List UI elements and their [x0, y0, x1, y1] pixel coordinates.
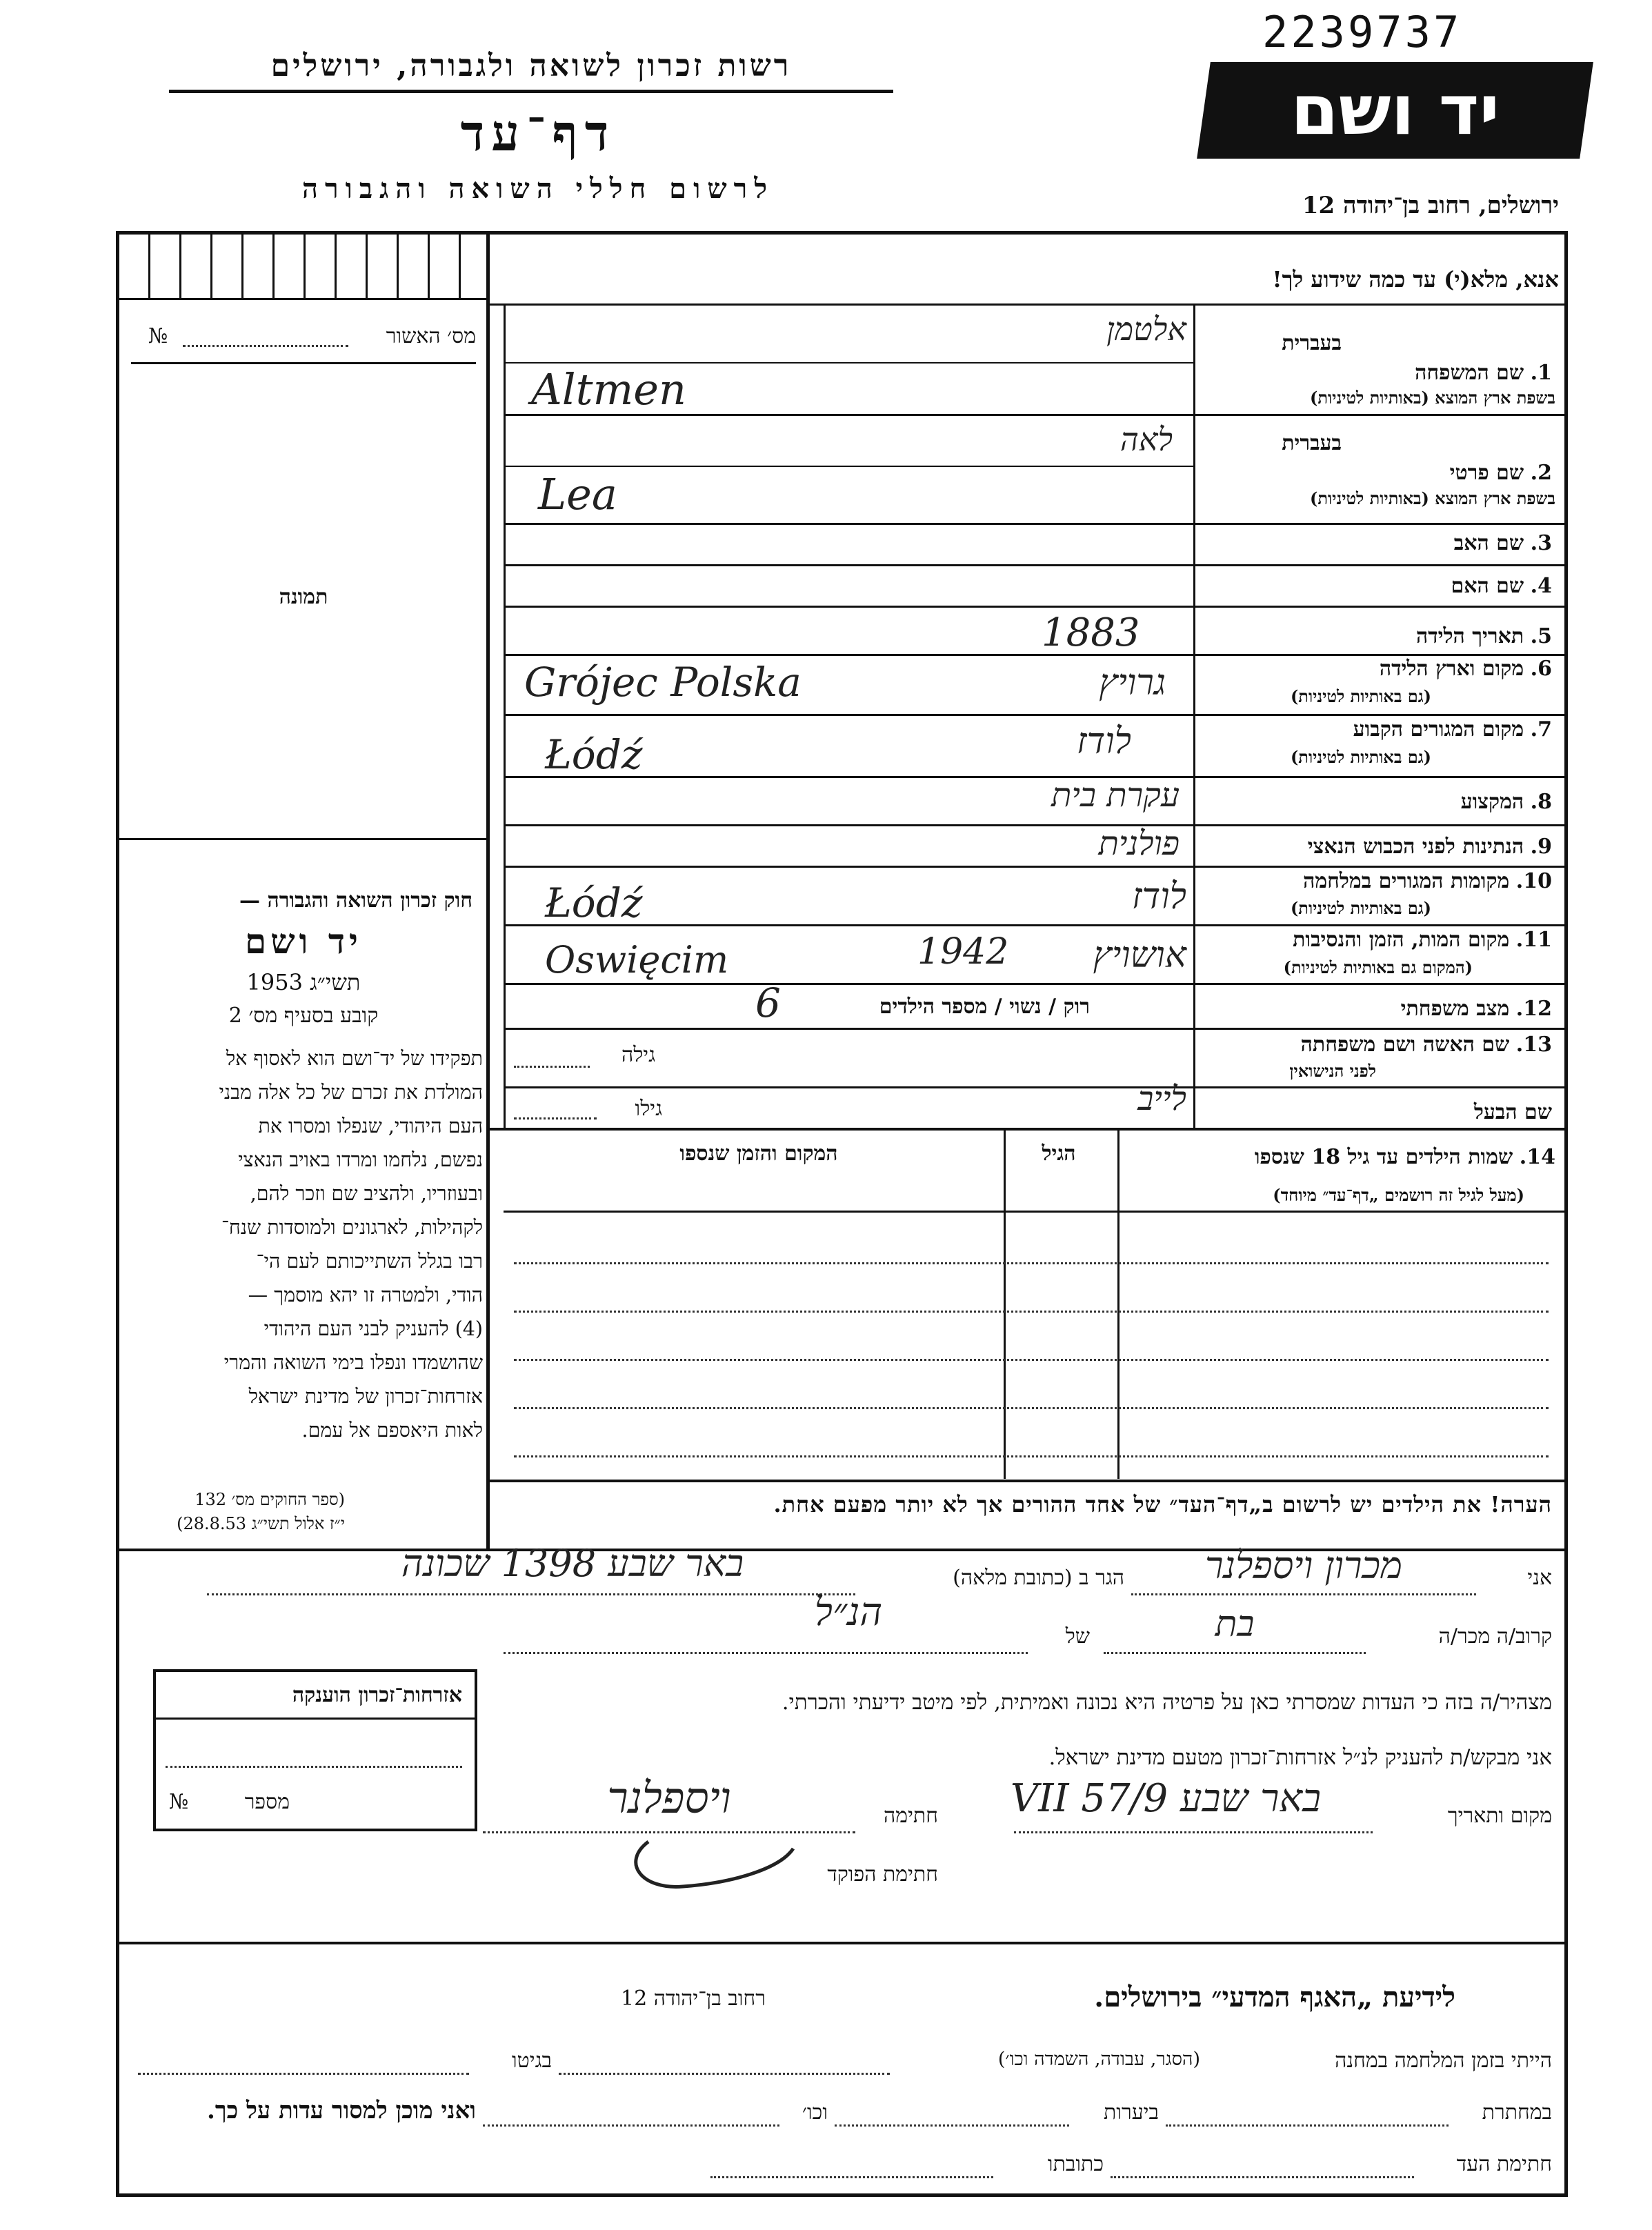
field-13-sub: לפני הנישואין: [1289, 1061, 1376, 1081]
law-line: אזרחות־זכרון של מדינת ישראל: [248, 1385, 483, 1408]
header-address: ירושלים, רחוב בן־יהודה 12: [1302, 192, 1559, 219]
field-8-value: עקרת בית: [1051, 776, 1180, 815]
law-line: לאות היאספם אל עמם.: [301, 1419, 483, 1442]
bottom-line2-c: וכו׳: [802, 2100, 828, 2124]
law-clause: קובע בסעיף מס׳ 2: [228, 1004, 379, 1028]
law-line: המולדת את זכרם של כל אלה מבני: [219, 1081, 483, 1104]
institution-line: רשות זכרון לשואה ולגבורה, ירושלים: [270, 48, 792, 83]
bottom-line1-a: הייתי בזמן המלחמה במחנה: [1335, 2049, 1552, 2073]
archive-number: 2239737: [1262, 7, 1462, 57]
field-2-value-hebrew: לאה: [1119, 421, 1173, 458]
bottom-address: רחוב בן־יהודה 12: [621, 1987, 766, 2011]
place-date-label: מקום ותאריך: [1447, 1804, 1552, 1828]
field-1-lang-hint: בעברית: [1282, 331, 1342, 355]
field-7-sub: (גם באותיות לטיניות): [1290, 747, 1431, 767]
field-11-value-latin: Oswięcim: [545, 938, 729, 982]
field-1-value-latin: Altmen: [531, 364, 686, 415]
children-col-age: הגיל: [1042, 1142, 1076, 1166]
approval-label: מס׳ האשור: [386, 324, 476, 348]
field-2-value-latin: Lea: [538, 469, 617, 519]
decl-line3: מצהיר/ה בזה כי העדות שמסרתי כאן על פרטיה היא נכונה ואמיתית, לפי מיטב ידיעתי והכרתי.: [782, 1690, 1552, 1715]
institution-underline: [169, 90, 893, 93]
field-11-value-hebrew: אושויץ: [1093, 935, 1186, 976]
children-sub: (מעל לגיל זה רושמים „דף־עד״ מיוחד): [1273, 1185, 1524, 1205]
decl-name-value: מכרון ויספלנר: [1204, 1544, 1402, 1587]
law-logo: יד ושם: [245, 921, 362, 962]
law-ref-2: י״ז אלול תשי״ג 28.8.53): [177, 1514, 345, 1533]
field-2-sub: בשפת ארץ המוצא (באותיות לטיניות): [1310, 488, 1555, 508]
field-5-label: 5. תאריך הלידה: [1415, 624, 1552, 648]
instruction: אנא, מלא(י) עד כמה שידוע לך!: [1272, 266, 1559, 292]
decl-line2-mid: של: [1065, 1624, 1090, 1649]
law-year-hebrew: תשי״ג: [310, 969, 361, 995]
children-label: 14. שמות הילדים עד גיל 18 שנספו: [1254, 1145, 1555, 1169]
place-date-value: באר שבע 9/VII 57: [1010, 1776, 1322, 1821]
decl-of-value: הנ״ל: [814, 1590, 883, 1635]
bottom-line3-a: חתימת העד: [1456, 2152, 1552, 2176]
field-12-value: 6: [755, 979, 781, 1026]
field-4-label: 4. שם האם: [1451, 574, 1552, 598]
field-10-sub: (גם באותיות לטיניות): [1290, 898, 1431, 918]
field-11-value-year: 1942: [917, 931, 1009, 973]
logo-text: יד ושם: [1291, 70, 1500, 150]
law-year-line: [135, 969, 472, 995]
field-6-value-hebrew: גרויץ: [1099, 662, 1166, 704]
law-line: העם היהודי, שנפלו ומסרו את: [258, 1115, 483, 1137]
field-11-sub: (המקום גם באותיות לטיניות): [1283, 957, 1473, 977]
signature-label: חתימה: [884, 1804, 938, 1828]
field-10-value-latin: Łódź: [545, 879, 643, 926]
field-6-value-latin: Grójec Polska: [524, 659, 802, 706]
field-11-label: 11. מקום המות, הזמן והנסיבות: [1293, 928, 1552, 952]
bottom-line2-b: ביערות: [1103, 2100, 1159, 2124]
field-2-lang-hint: בעברית: [1282, 431, 1342, 455]
field-1-value-hebrew: אלטמן: [1106, 310, 1186, 348]
officer-signature-label: חתימת הפוקד: [827, 1862, 938, 1886]
citizenship-box-number: מספר: [244, 1790, 290, 1814]
field-6-label: 6. מקום וארץ הלידה: [1379, 657, 1552, 681]
field-7-label: 7. מקום המגורים הקבוע: [1353, 717, 1552, 741]
decl-line1-prefix: אני: [1527, 1566, 1552, 1590]
field-9-value: פולנית: [1098, 824, 1180, 863]
husband-age-label: גילו: [635, 1097, 662, 1121]
bottom-line2-d: ואני מוכן למסור עדות על כך.: [207, 2097, 476, 2124]
law-line: לקהילות, לארגונים ולמוסדות שנח־: [221, 1216, 483, 1239]
field-1-sub: בשפת ארץ המוצא (באותיות לטיניות): [1310, 388, 1555, 408]
field-13-age-label: גילה: [621, 1043, 655, 1067]
bottom-line3-b: כתובתו: [1047, 2152, 1104, 2176]
citizenship-box-title: אזרחות־זכרון הוענקה: [292, 1683, 462, 1707]
field-5-value: 1883: [1042, 610, 1140, 655]
bottom-line1-c: בגיטו: [511, 2049, 552, 2073]
law-line: ובעוזריו, ולהציב שם וזכר להם,: [250, 1182, 483, 1205]
field-13-label: 13. שם האשה ושם משפחתה: [1300, 1033, 1552, 1057]
law-year: 1953: [246, 969, 303, 995]
field-2-label: 2. שם פרטי: [1449, 461, 1552, 485]
field-3-label: 3. שם האב: [1453, 531, 1552, 555]
law-line: הודי, ולמטרה זו יהא מוסמך —: [248, 1284, 483, 1306]
form-subtitle: לרשום חללי השואה והגבורה: [301, 172, 775, 205]
field-6-sub: (גם באותיות לטיניות): [1290, 686, 1431, 706]
children-col-place: המקום והזמן שנספו: [679, 1142, 838, 1166]
law-line: שהושמדו ונפלו בימי השואה והמרי: [223, 1351, 483, 1374]
law-line: תפקידו של יד־ושם הוא לאסוף אל: [226, 1047, 483, 1070]
law-line: רבו בגלל השתייכותם לעם הי־: [256, 1250, 483, 1273]
law-ref-1: (ספר החוקים מס׳ 132: [195, 1490, 345, 1509]
law-line: נפשם, נלחמו ומרדו באויב הנאצי: [238, 1148, 483, 1171]
citizenship-box-no-sign: №: [169, 1790, 189, 1814]
bottom-line1-b: (הסגר, עבודה, השמדה וכו׳): [997, 2049, 1200, 2070]
law-title: חוק זכרון השואה והגבורה —: [239, 888, 472, 913]
field-7-value-hebrew: לודז: [1077, 721, 1131, 762]
decl-line2-prefix: קרוב/ה מכר/ה: [1438, 1624, 1552, 1649]
field-1-label: 1. שם המשפחה: [1415, 361, 1552, 385]
approval-strip: [119, 235, 486, 300]
field-9-label: 9. הנתינות לפני הכבוש הנאצי: [1307, 835, 1552, 859]
husband-value: לייב: [1137, 1079, 1186, 1118]
decl-address-value: באר שבע 1398 שכונה: [401, 1542, 744, 1585]
decl-line4: אני מבקש/ת להעניק לנ״ל אזרחות־זכרון מטעם מדינת ישראל.: [1048, 1745, 1552, 1770]
field-8-label: 8. המקצוע: [1460, 790, 1552, 814]
bottom-line2-a: במחתרת: [1482, 2100, 1552, 2124]
children-note: הערה! את הילדים יש לרשום ב„דף־העד״ של אחד ההורים אך לא יותר מפעם אחת.: [773, 1491, 1552, 1517]
husband-label: שם הבעל: [1473, 1100, 1552, 1124]
law-line: (4) להעניק לבני העם היהודי: [263, 1317, 483, 1340]
field-7-value-latin: Łódź: [545, 731, 643, 778]
photo-label: תמונה: [279, 585, 328, 609]
form-title: דף־עד: [460, 103, 616, 162]
approval-no-sign: №: [148, 324, 168, 348]
law-text: [124, 1042, 483, 1447]
signature-value: ויספלנר: [607, 1773, 731, 1823]
field-12-label: 12. מצב משפחתי: [1400, 997, 1552, 1021]
field-10-label: 10. מקומות המגורים במלחמה: [1303, 869, 1552, 893]
marital-options: רוק / נשוי / מספר הילדים: [879, 995, 1090, 1019]
decl-relation-value: בת: [1215, 1604, 1255, 1645]
decl-line1-mid: הגר ב (כתובת מלאה): [953, 1566, 1124, 1590]
field-10-value-hebrew: לודז: [1132, 876, 1186, 917]
bottom-title: לידיעת „האגף המדעי״ בירושלים.: [1094, 1981, 1455, 2013]
